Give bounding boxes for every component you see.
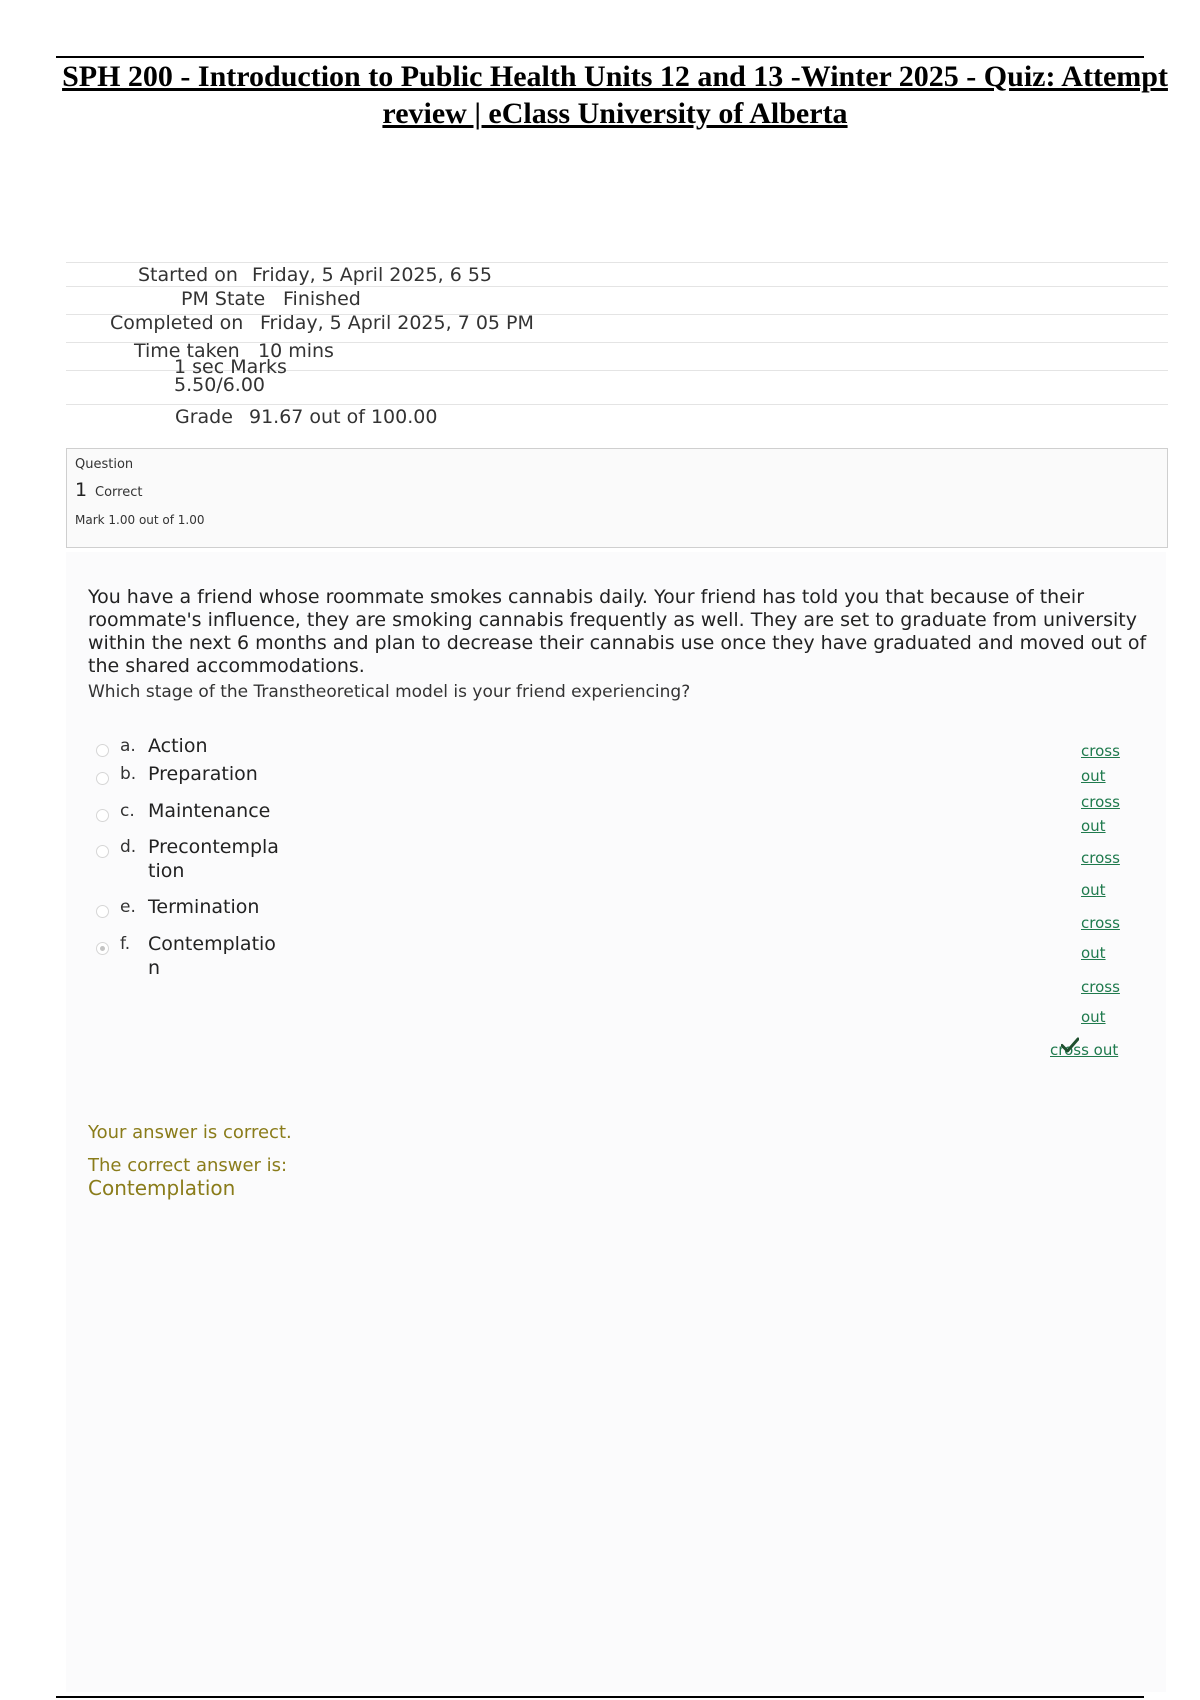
state-value: Finished [283, 288, 361, 310]
option-radio[interactable] [96, 772, 109, 785]
started-label: Started on [138, 264, 238, 286]
state-label: PM State [181, 288, 266, 310]
question-info-box [66, 448, 1168, 548]
option-label: Precontempla [148, 836, 279, 858]
option-letter: f. [120, 934, 131, 954]
crossout-link-e[interactable]: cross [1081, 978, 1120, 996]
option-letter: a. [120, 736, 136, 756]
crossout-link-a-cont[interactable]: out [1081, 767, 1106, 785]
crossout-link-c-cont[interactable]: out [1081, 881, 1106, 899]
option-radio[interactable] [96, 744, 109, 757]
crossout-link-f[interactable]: cross out [1050, 1041, 1119, 1059]
option-radio[interactable] [96, 905, 109, 918]
question-body [66, 552, 1166, 1692]
option-label-cont: n [148, 957, 161, 979]
question-state: Correct [95, 485, 143, 500]
crossout-link-b[interactable]: cross [1081, 793, 1120, 811]
option-radio[interactable] [96, 809, 109, 822]
document-title: SPH 200 - Introduction to Public Health Units 12 and 13 -Winter 2025 - Quiz: Attempt review | eClass University of Alberta [62, 60, 1168, 130]
time-label: Time taken [134, 340, 240, 362]
crossout-link-a[interactable]: cross [1081, 742, 1120, 760]
option-letter: e. [120, 897, 136, 917]
time-value: 10 mins [258, 340, 334, 362]
started-value: Friday, 5 April 2025, 6 55 [252, 264, 492, 286]
marks-value: 5.50/6.00 [174, 374, 266, 396]
option-letter: c. [120, 801, 135, 821]
feedback-result: Your answer is correct. [88, 1122, 292, 1143]
crossout-link-b-cont[interactable]: out [1081, 817, 1106, 835]
feedback-correct-label: The correct answer is: [88, 1155, 288, 1176]
crossout-link-d[interactable]: cross [1081, 914, 1120, 932]
option-letter: d. [120, 837, 137, 857]
option-letter: b. [120, 764, 137, 784]
completed-label: Completed on [110, 312, 244, 334]
question-prompt: Which stage of the Transtheoretical model is your friend experiencing? [88, 682, 691, 702]
question-number: 1 [75, 479, 88, 501]
option-label: Maintenance [148, 800, 271, 822]
question-label: Question [75, 457, 134, 472]
crossout-link-e-cont[interactable]: out [1081, 1008, 1106, 1026]
page-bottom-rule [56, 1696, 1144, 1698]
option-label: Preparation [148, 763, 258, 785]
option-label-cont: tion [148, 860, 185, 882]
question-mark: Mark 1.00 out of 1.00 [75, 513, 205, 527]
grade-value: 91.67 out of 100.00 [249, 406, 438, 428]
crossout-link-d-cont[interactable]: out [1081, 944, 1106, 962]
check-icon [1061, 1037, 1079, 1057]
crossout-link-c[interactable]: cross [1081, 849, 1120, 867]
option-label: Action [148, 735, 208, 757]
question-text: You have a friend whose roommate smokes cannabis daily. Your friend has told you that because of their roommate's influence, they are smoking cannabis frequently as well. They are set to graduate from university within the next 6 months and plan to decrease their cannabis use once they have graduated and moved out of the shared accommodations. [88, 586, 1147, 677]
option-label: Termination [148, 896, 260, 918]
time-value-cont: 1 sec Marks [174, 356, 287, 378]
option-label: Contemplatio [148, 933, 276, 955]
completed-value: Friday, 5 April 2025, 7 05 PM [260, 312, 534, 334]
option-radio[interactable] [96, 845, 109, 858]
option-radio-selected[interactable] [96, 942, 109, 955]
feedback-correct-value: Contemplation [88, 1176, 236, 1200]
grade-label: Grade [175, 406, 233, 428]
